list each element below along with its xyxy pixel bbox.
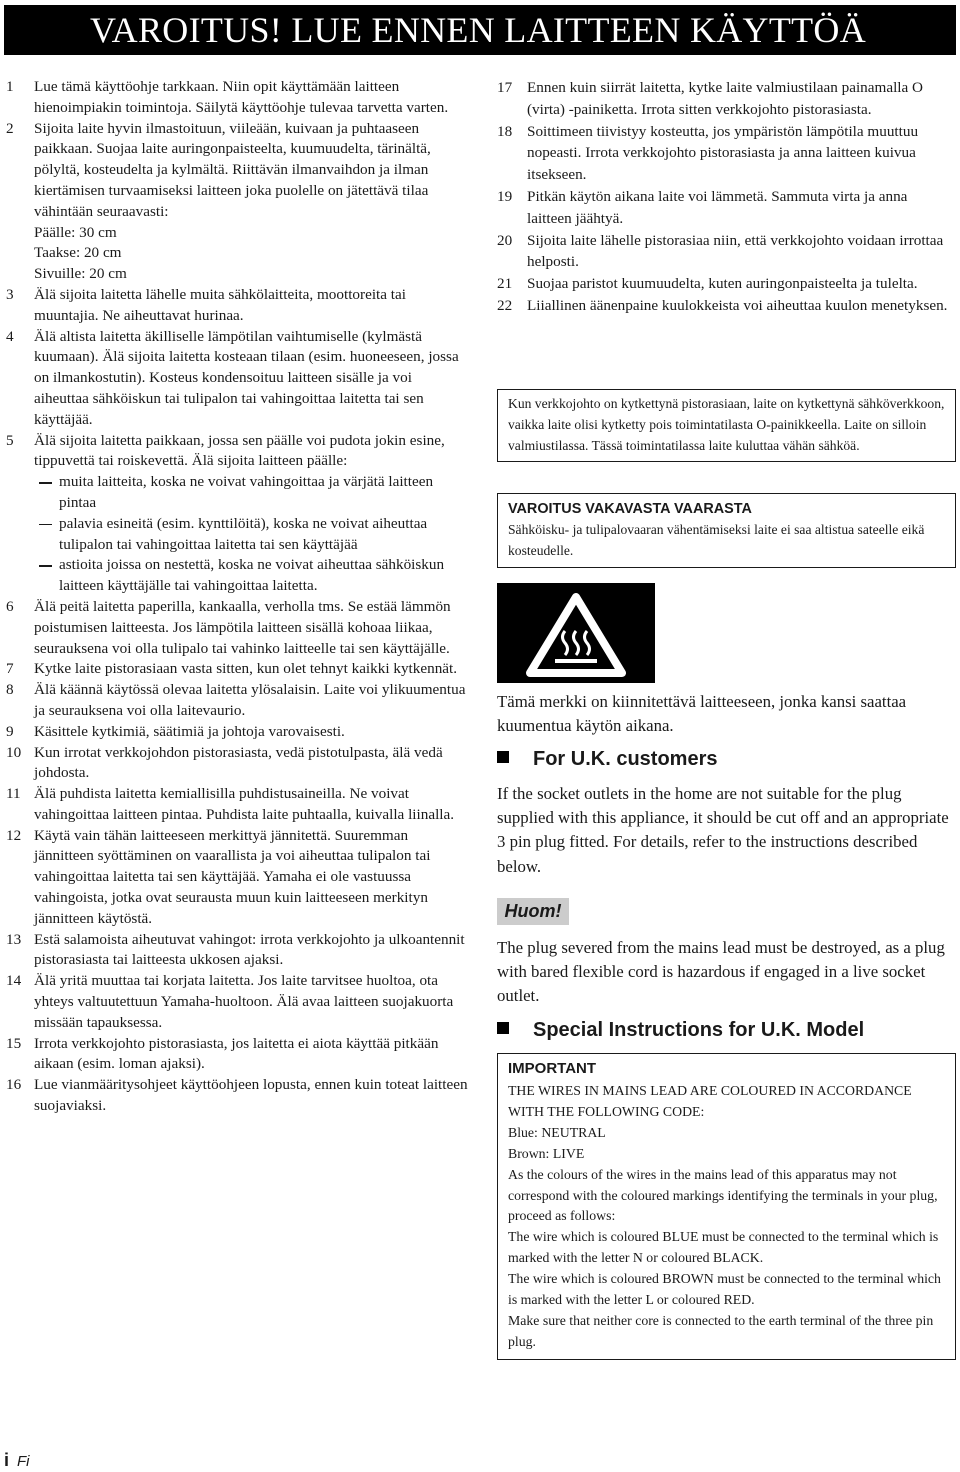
item-number: 9 xyxy=(6,722,14,740)
hot-icon-caption: Tämä merkki on kiinnitettävä laitteeseen, jonka kansi saattaa kuumentua käytön aikana. xyxy=(497,692,907,736)
special-instructions-heading xyxy=(497,1018,864,1042)
item-text: Sijoita laite lähelle pistorasiaa niin, että verkkojohto voidaan irrottaa helposti. xyxy=(527,231,944,271)
item-text: Älä sijoita laitetta paikkaan, jossa sen päälle voi pudota jokin esine, tippuvettä tai roiskevettä. Älä sijoita laitteen päälle: xyxy=(34,431,445,470)
item-number: 2 xyxy=(6,119,14,137)
item-number: 21 xyxy=(497,275,513,293)
list-item xyxy=(497,295,953,317)
item-text: Älä peitä laitetta paperilla, kankaalla, verholla tms. Se estää lämmön poistumisen laitteesta. Jos lämpötila laitteen sisällä kohoaa liikaa, seurauksena voi olla tulipalo tai vahinko laitteelle tai sen käyttäjälle. xyxy=(34,597,451,657)
list-item xyxy=(497,186,953,229)
item-number: 4 xyxy=(6,327,14,345)
important-box xyxy=(497,1053,956,1360)
square-bullet-icon xyxy=(497,1022,509,1034)
dash-list-item: astioita joissa on nestettä, koska ne voivat aiheuttaa sähköiskun laitteen käyttäjälle tai vahingoittaa laitetta. xyxy=(34,555,469,597)
list-item xyxy=(6,722,469,743)
left-column xyxy=(6,77,469,1117)
dash-list-item: palavia esineitä (esim. kynttilöitä), koska ne voivat aiheuttaa tulipalon tai vahingoittaa laitetta tai sen käyttäjää xyxy=(34,514,469,556)
list-item xyxy=(497,77,953,120)
item-number: 18 xyxy=(497,122,513,140)
list-item xyxy=(6,680,469,722)
language-code: Fi xyxy=(17,1453,30,1470)
item-text: Kun irrotat verkkojohdon pistorasiasta, vedä pistotulpasta, älä vedä johdosta. xyxy=(34,743,443,782)
item-text: Lue tämä käyttöohje tarkkaan. Niin opit käyttämään laitteen hienoimpiakin toimintoja. Säilytä käyttöohje tulevaa tarvetta varten. xyxy=(34,78,449,116)
item-number: 6 xyxy=(6,597,14,615)
item-number: 22 xyxy=(497,297,513,315)
item-number: 15 xyxy=(6,1034,22,1052)
item-text: Käytä vain tähän laitteeseen merkittyä jännitettä. Suuremman jännitteen syöttäminen on vaarallista ja voi aiheuttaa tulipalon tai vahingoittaa laitetta tai sen käyttäjää. Yamaha ei ole vastuussa vahingoista, jotka ovat seurausta muun kuin laitteeseen merkityn jännitteen käytöstä. xyxy=(34,826,431,927)
item-text: Käsittele kytkimiä, säätimiä ja johtoja varovaisesti. xyxy=(34,722,345,740)
hot-surface-warning-icon xyxy=(497,583,655,683)
item-number: 19 xyxy=(497,187,513,205)
warning-box xyxy=(497,493,956,568)
list-item xyxy=(6,826,469,930)
list-item xyxy=(6,327,469,431)
item-text: Irrota verkkojohto pistorasiasta, jos laitetta ei aiota käyttää pitkään aikaan (esim. loman ajaksi). xyxy=(34,1034,439,1073)
item-text: Sijoita laite hyvin ilmastoituun, viileään, kuivaan ja puhtaaseen paikkaan. Suojaa laite auringonpaisteelta, kuumuudelta, tärinältä, pölyltä, kosteudelta ja kylmältä. Riittävän ilmanvaihdon ja ilman kiertämisen turvaamiseksi laitteen joka puolelle on jätettävä tilaa vähintään seuraavasti: xyxy=(34,119,431,220)
clearance-sides: Sivuille: 20 cm xyxy=(34,265,127,283)
plug-destroy-text: The plug severed from the mains lead must be destroyed, as a plug with bared flexible cord is hazardous if engaged in a live socket outlet. xyxy=(497,938,945,1006)
important-title: IMPORTANT xyxy=(508,1060,597,1077)
warning-text: Sähköisku- ja tulipalovaaran vähentämiseksi laite ei saa altistua sateelle eikä kosteudelle. xyxy=(508,522,925,558)
heading-text: For U.K. customers xyxy=(533,748,718,770)
item-number: 14 xyxy=(6,972,22,990)
right-column-list xyxy=(497,77,953,318)
warning-title: VAROITUS VAKAVASTA VAARASTA xyxy=(508,501,752,517)
item-number: 20 xyxy=(497,231,513,249)
list-item xyxy=(6,597,469,659)
item-text: Suojaa paristot kuumuudelta, kuten auringonpaisteelta ja tulelta. xyxy=(527,275,918,293)
heading-text: Special Instructions for U.K. Model xyxy=(533,1019,865,1041)
list-item xyxy=(497,273,953,295)
list-item xyxy=(6,784,469,826)
item-number: 1 xyxy=(6,78,14,95)
item-text: Lue vianmääritysohjeet käyttöohjeen lopusta, ennen kuin toteat laitteen suojaviaksi. xyxy=(34,1076,468,1115)
item-text: Liiallinen äänenpaine kuulokkeista voi aiheuttaa kuulon menetyksen. xyxy=(527,297,948,315)
list-item xyxy=(6,659,469,680)
item-text: Pitkän käytön aikana laite voi lämmetä. Sammuta virta ja anna laitteen jäähtyä. xyxy=(527,187,908,227)
clearance-top: Päälle: 30 cm xyxy=(34,223,117,241)
list-item xyxy=(6,431,469,597)
item-number: 5 xyxy=(6,431,14,449)
item-text: Älä yritä muuttaa tai korjata laitetta. Jos laite tarvitsee huoltoa, ota yhteys valtuutettuun Yamaha-huoltoon. Älä avaa laitteen suojakuorta missään tapauksessa. xyxy=(34,972,454,1031)
list-item xyxy=(6,743,469,785)
item-number: 12 xyxy=(6,826,22,844)
item-text: Ennen kuin siirrät laitetta, kytke laite valmiustilaan painamalla O (virta) -painiketta. Irrota sitten verkkojohto pistorasiasta. xyxy=(527,79,924,118)
item-text: Estä salamoista aiheutuvat vahingot: irrota verkkojohto ja ulkoantennit pistorasiasta tai laitteesta ukkosen ajaksi. xyxy=(34,930,465,969)
uk-customers-heading xyxy=(497,747,717,771)
important-line: Brown: LIVE xyxy=(508,1145,585,1161)
page-title-banner: VAROITUS! LUE ENNEN LAITTEEN KÄYTTÖÄ xyxy=(4,5,956,55)
list-item xyxy=(6,930,469,972)
page-number: i xyxy=(4,1450,10,1470)
important-line: Make sure that neither core is connected to the earth terminal of the three pin plug. xyxy=(508,1312,934,1349)
item-number: 10 xyxy=(6,743,22,761)
item-number: 7 xyxy=(6,660,14,678)
item-text: Älä puhdista laitetta kemiallisilla puhdistusaineilla. Ne voivat vahingoittaa laitteen pintaa. Puhdista laite puhtaalla, kuivalla liinalla. xyxy=(34,785,455,823)
item-text: Älä käännä käytössä olevaa laitetta ylösalaisin. Laite voi ylikuumentua ja seurauksena voi olla laitevaurio. xyxy=(34,681,466,719)
item-text: Kytke laite pistorasiaan vasta sitten, kun olet tehnyt kaikki kytkennät. xyxy=(34,660,458,678)
list-item xyxy=(6,285,469,327)
item-number: 13 xyxy=(6,930,22,948)
item-number: 17 xyxy=(497,79,513,96)
page-footer xyxy=(4,1450,30,1471)
item-number: 16 xyxy=(6,1076,22,1094)
item-number: 11 xyxy=(6,785,21,803)
item-text: Älä altista laitetta äkilliselle lämpötilan vaihtumiselle (kylmästä kuumaan). Älä sijoita laitetta kosteaan tilaan (esim. huoneeseen, jossa on ilmankostutin). Kosteus kondensoituu laitteen sisälle ja voi aiheuttaa sähköiskun tai tulipalon tai vahingoittaa laitetta tai sen käyttäjää. xyxy=(34,327,459,428)
important-line: THE WIRES IN MAINS LEAD ARE COLOURED IN ACCORDANCE WITH THE FOLLOWING CODE: xyxy=(508,1083,912,1119)
item-number: 3 xyxy=(6,285,14,303)
item-number: 8 xyxy=(6,681,14,699)
note-label: Huom! xyxy=(497,898,569,925)
clearance-back: Taakse: 20 cm xyxy=(34,244,122,262)
list-item xyxy=(497,230,953,273)
important-line: The wire which is coloured BLUE must be connected to the terminal which is marked with the letter N or coloured BLACK. xyxy=(508,1229,939,1266)
list-item xyxy=(6,1075,469,1117)
dash-list-item: muita laitteita, koska ne voivat vahingoittaa ja värjätä laitteen pintaa xyxy=(34,472,469,514)
important-line: Blue: NEUTRAL xyxy=(508,1124,606,1140)
important-line: As the colours of the wires in the mains lead of this apparatus may not correspond with the coloured markings identifying the terminals in your plug, proceed as follows: xyxy=(508,1166,938,1224)
square-bullet-icon xyxy=(497,751,509,763)
list-item xyxy=(6,119,469,285)
list-item xyxy=(6,1034,469,1076)
important-line: The wire which is coloured BROWN must be connected to the terminal which is marked with the letter L or coloured RED. xyxy=(508,1271,941,1308)
list-item xyxy=(6,77,469,119)
uk-customers-text: If the socket outlets in the home are not suitable for the plug supplied with this appliance, it should be cut off and an appropriate 3 pin plug fitted. For details, refer to the instructions described below. xyxy=(497,784,949,876)
list-item xyxy=(497,121,953,186)
item-text: Älä sijoita laitetta lähelle muita sähkölaitteita, moottoreita tai muuntajia. Ne aiheuttavat hurinaa. xyxy=(34,285,406,324)
item-text: Soittimeen tiivistyy kosteutta, jos ympäristön lämpötila muuttuu nopeasti. Irrota verkkojohto pistorasiasta ja anna laitteen kuivua itsekseen. xyxy=(527,122,919,183)
list-item xyxy=(6,971,469,1033)
standby-note-box: Kun verkkojohto on kytkettynä pistorasiaan, laite on kytkettynä sähköverkkoon, vaikka laite olisi kytketty pois toimintatilasta O-painikkeella. Laite on silloin valmiustilassa. Tässä toimintatilassa laite kuluttaa vähän sähköä. xyxy=(497,389,956,462)
